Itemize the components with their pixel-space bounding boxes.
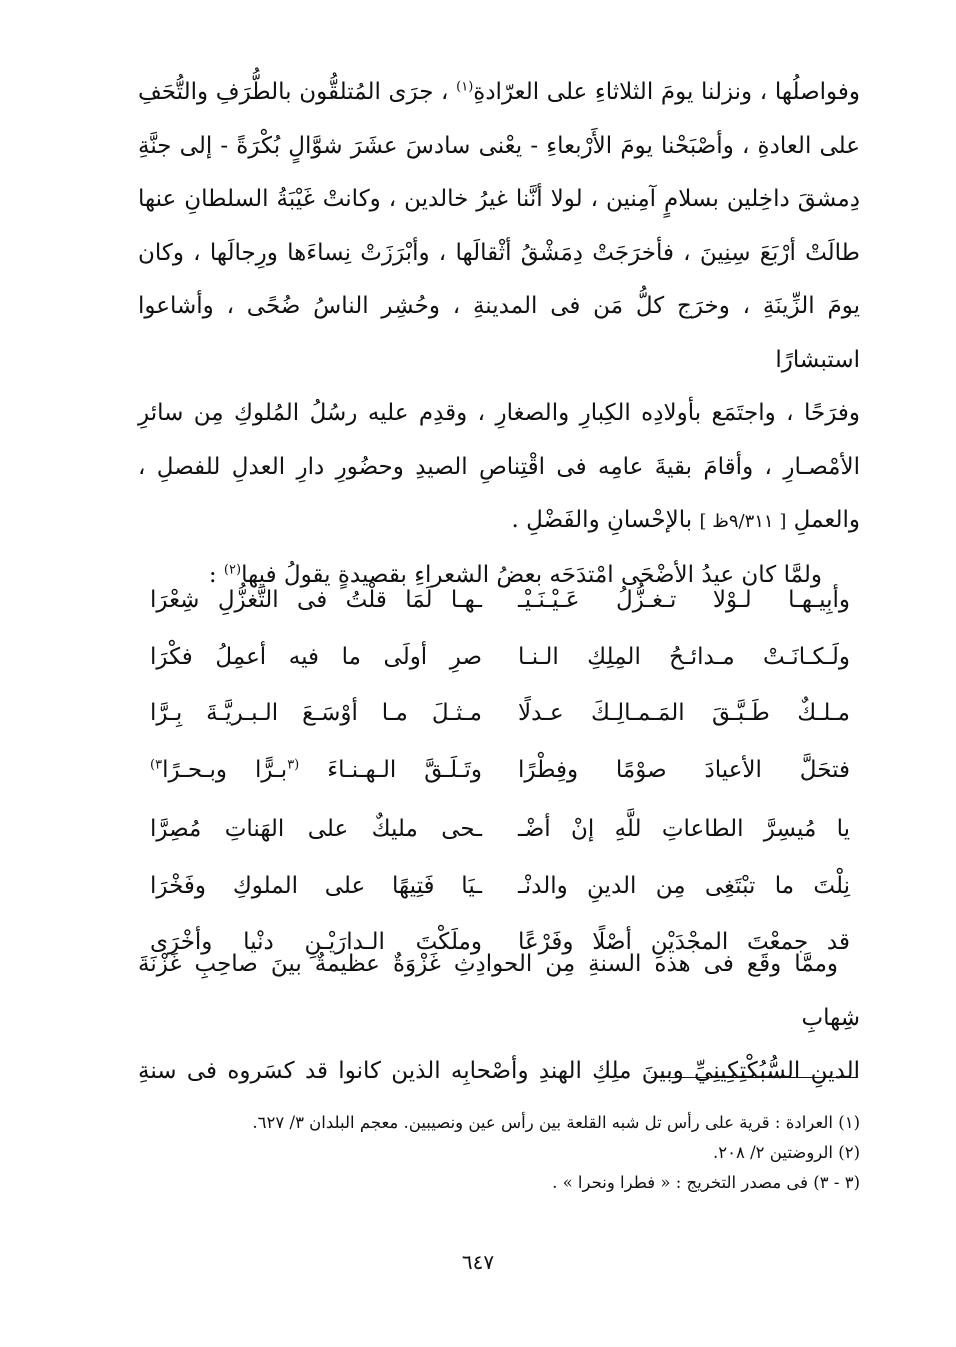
text-line: دِمشقَ داخِلين بسلامٍ آمِنين ، لولا أنَّنا غيرُ خالدين ، وكانتْ غَيْبَةُ السلطانِ عنها <box>138 186 860 212</box>
verse-second-hemistich: مـثـلَ مـا أوْسَـعَ الـبـريَّـةَ بِـرَّا <box>150 700 482 727</box>
text-line: على العادةِ ، وأصْبَحْنا يومَ الأَرْبعاءِ - يعْنى سادسَ عشَرَ شوَّالٍ بُكْرَةً - إلى جنَّةِ <box>138 132 860 159</box>
poem <box>150 572 850 971</box>
footnote-reference: (١) <box>456 79 474 95</box>
verse <box>150 742 850 799</box>
text-segment: وفواصلُها ، ونزلنا يومَ الثلاثاءِ على العرّادةِ <box>473 79 860 105</box>
text-segment: بـرًّا وبـحـرًا <box>162 756 288 783</box>
verse-first-hemistich: مـلـكٌ طَـبَّـقَ المَـمـالِـكَ عـدلًا <box>518 700 850 727</box>
text-line <box>138 66 860 120</box>
footnote: (٢) الروضتين ٢/ ٢٠٨. <box>713 1143 860 1162</box>
main-text <box>138 66 860 602</box>
text-segment: وتَـلَـقَّ الـهـنـاءَ <box>327 756 482 783</box>
verse-first-hemistich: نِلْتَ ما تبْتَغِى مِن الدينِ والدنْـ <box>518 872 850 899</box>
verse-first-hemistich: قد جمعْتَ المجْدَيْنِ أصْلًا وفَرْعًا <box>518 929 850 956</box>
footnotes <box>160 1108 860 1198</box>
verse-first-hemistich: ولَـكـانَـتْ مـدائـحُ المِلِكِ الـنـا <box>518 643 850 670</box>
text-segment: ، جرَى المُتلقُّون بالطُّرَفِ والتُّحَفِ <box>138 79 457 105</box>
verse <box>150 629 850 686</box>
verse-second-hemistich: ـيَا فَتِيهًا على الملوكِ وفَخْرَا <box>150 872 482 899</box>
text-line: يومَ الزِّينَةِ ، وخرَج كلُّ مَن فى المدينةِ ، وحُشِر الناسُ ضُحًى ، وأشاعوا استبشارًا <box>138 293 860 373</box>
verse-second-hemistich: صرِ أولَى ما فيه أعمِلُ فكْرَا <box>150 643 482 670</box>
verse-first-hemistich: يا مُيسِرَّ الطاعاتِ للَّهِ إنْ أضْـ <box>518 816 850 843</box>
footnote-divider <box>651 1077 857 1078</box>
text-segment: والعملِ <box>786 507 860 533</box>
footnote: (٣ - ٣) فى مصدر التخريج : « فطرا ونحرا » . <box>552 1173 860 1192</box>
text-line: الدينِ السُّبُكْتِكِينِيِّ وبينَ ملِكِ الهندِ وأصْحابِه الذين كانوا قد كسَروه فى سنةِ <box>138 1058 860 1084</box>
verse <box>150 801 850 858</box>
verse-first-hemistich: فتحَلَّ الأعيادَ صوْمًا وفِطْرًا <box>518 756 850 783</box>
footnote: (١) العرادة : قرية على رأس تل شبه القلعة بين رأس عين ونصيبين. معجم البلدان ٣/ ٦٢٧. <box>252 1113 860 1132</box>
page-number: ٦٤٧ <box>461 1250 495 1274</box>
footnote-reference: (٣ <box>287 757 300 773</box>
footnote-reference: ٣) <box>150 757 163 773</box>
text-segment: : <box>208 561 224 588</box>
text-line: وفرَحًا ، واجتَمَع بأولادِه الكِبارِ والصغارِ ، وقدِم عليه رسُلُ المُلوكِ مِن سائرِ <box>138 400 860 426</box>
verse-second-hemistich: ـهـا لَمَا قلْتُ فى التَّغزُّلِ شِعْرَا <box>150 587 482 614</box>
text-segment: بالإحْسانِ والفَضْلِ . <box>511 507 700 533</box>
verse-first-hemistich: وأبِيـهـا لـوْلا تـغـزُّلُ عَـيْـنَـيْـ <box>518 587 850 614</box>
text-line <box>138 494 860 549</box>
verse <box>150 858 850 915</box>
footnote-reference: (٢) <box>223 561 242 577</box>
verse-second-hemistich <box>150 757 482 783</box>
main-text-continued <box>138 938 860 1099</box>
text-segment: ولمَّا كان عيدُ الأضْحَى امْتدَحَه بعضُ الشعراءِ بقصيدةٍ يقولُ فيها <box>241 561 822 588</box>
verse-second-hemistich: ـحى مليكٌ على الهَناتِ مُصِرَّا <box>150 816 482 843</box>
verse <box>150 685 850 742</box>
text-line: الأمْصـارِ ، وأقامَ بقيةَ عامِه فى اقْتِناصِ الصيدِ وحضُورِ دارِ العدلِ للفصلِ ، <box>138 453 860 480</box>
text-line: وممَّا وقَع فى هذه السنةِ مِن الحوادِثِ غَزْوَةٌ عظيمةٌ بينَ صاحِبِ غَزْنَةَ شِهابِ <box>138 951 860 1031</box>
manuscript-folio-reference: [ ٩/٣١١ظ ] <box>699 511 787 532</box>
text-line: طالَتْ أرْبَعَ سِنِينَ ، فأخرَجَتْ دِمَشْقُ أثْقالَها ، وأبْرَزَتْ نِساءَها ورِجالَها ، وكان <box>138 239 860 266</box>
verse <box>150 572 850 629</box>
verse-second-hemistich: وملَكْتَ الـدارَيْـنِ دنْيا وأخْرَى <box>150 929 482 956</box>
